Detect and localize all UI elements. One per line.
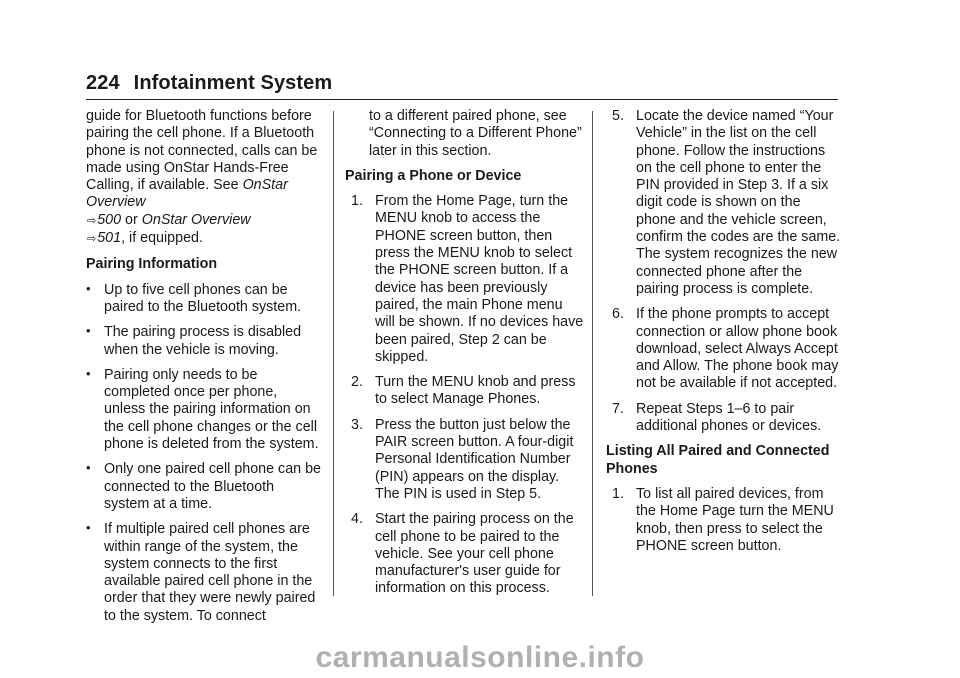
pairing-phone-heading: Pairing a Phone or Device (345, 167, 522, 184)
bullet-item (86, 521, 322, 625)
step-item (351, 193, 585, 366)
step-item (351, 417, 585, 503)
step-text: To list all paired devices, from the Home Page turn the MENU knob, then press to select the PHONE screen button. (636, 485, 834, 554)
bullet-text: Only one paired cell phone can be connected to the Bluetooth system at a time. (104, 461, 321, 512)
bullet-item (86, 324, 322, 359)
listing-phones-heading: Listing All Paired and Connected Phones (606, 443, 830, 477)
step-number: 3. (351, 416, 363, 433)
section-title: Infotainment System (133, 72, 333, 94)
bullet-icon: • (86, 520, 91, 536)
step-number: 4. (351, 511, 363, 528)
page-ref-arrow-icon: ⇨ (87, 233, 97, 246)
bullet-icon: • (86, 365, 91, 381)
column-2 (345, 108, 585, 606)
bullet-text: If multiple paired cell phones are within range of the system, the system connects to the first available paired cell phone in the order that they were newly paired to the system. To connect (104, 521, 316, 624)
bullet-text: Pairing only needs to be completed once per phone, unless the pairing information on the cell phone changes or the cell phone is deleted from the system. (104, 366, 319, 453)
step-item (612, 306, 842, 392)
bullet-icon: • (86, 280, 91, 296)
bullet-item (86, 367, 322, 453)
page-ref-arrow-icon: ⇨ (87, 214, 97, 227)
page-ref-501[interactable]: 501 (97, 230, 122, 247)
step-text: From the Home Page, turn the MENU knob to access the PHONE screen button, then press the MENU knob to select the PHONE screen button. If a device has been previously paired, the main Phone menu will be shown. If no devices have been paired, Step 2 can be skipped. (375, 193, 584, 365)
intro-end-text: , if equipped. (121, 230, 203, 247)
bullet-text: Up to five cell phones can be paired to the Bluetooth system. (104, 281, 302, 315)
step-item (351, 374, 585, 409)
continuation-paragraph: to a different paired phone, see “Connecting to a Different Phone” later in this section. (369, 108, 582, 159)
column-divider-1 (333, 111, 334, 596)
bullet-icon: • (86, 460, 91, 476)
step-number: 1. (612, 485, 624, 502)
bullet-text: The pairing process is disabled when the vehicle is moving. (104, 324, 302, 358)
page-number: 224 (86, 72, 120, 94)
step-number: 2. (351, 374, 363, 391)
pairing-information-heading: Pairing Information (86, 256, 218, 273)
intro-or-text: or (121, 211, 142, 228)
column-3 (606, 108, 842, 563)
step-text: Start the pairing process on the cell phone to be paired to the vehicle. See your cell phone manufacturer's user guide for information on this process. (375, 511, 574, 597)
bullet-icon: • (86, 323, 91, 339)
step-item (612, 108, 842, 298)
onstar-overview-link-1[interactable]: OnStar Overview (86, 177, 288, 211)
bullet-item (86, 282, 322, 317)
column-divider-2 (592, 111, 593, 596)
bullet-item (86, 461, 322, 513)
intro-text: guide for Bluetooth functions before pairing the cell phone. If a Bluetooth phone is not connected, calls can be made using OnStar Hands-Free Calling, if available. See (86, 108, 318, 194)
page-ref-500[interactable]: 500 (97, 211, 122, 228)
step-number: 7. (612, 400, 624, 417)
step-item (612, 486, 842, 555)
step-text: If the phone prompts to accept connection or allow phone book download, select Always Accept and Allow. The phone book may not be available if not accepted. (636, 306, 839, 392)
step-text: Press the button just below the PAIR screen button. A four-digit Personal Identification Number (PIN) appears on the display. The PIN is used in Step 5. (375, 416, 574, 502)
step-number: 5. (612, 108, 624, 124)
step-item (612, 401, 842, 436)
intro-paragraph (86, 108, 322, 248)
step-text: Repeat Steps 1–6 to pair additional phones or devices. (636, 400, 822, 435)
site-watermark: carmanualsonline.info (315, 641, 645, 674)
step-text: Locate the device named “Your Vehicle” in the list on the cell phone. Follow the instructions on the cell phone to enter the PIN provided in Step 3. If a six digit code is shown on the phone and the vehicle screen, confirm the codes are the same. The system recognizes the new connected phone after the pairing process is complete. (636, 108, 841, 297)
step-text: Turn the MENU knob and press to select Manage Phones. (375, 374, 576, 408)
step-number: 6. (612, 306, 624, 323)
page-header (86, 72, 332, 95)
step-item (351, 511, 585, 597)
header-rule (86, 99, 838, 100)
column-1 (86, 108, 322, 633)
onstar-overview-link-2[interactable]: OnStar Overview (141, 211, 251, 228)
step-number: 1. (351, 193, 363, 210)
